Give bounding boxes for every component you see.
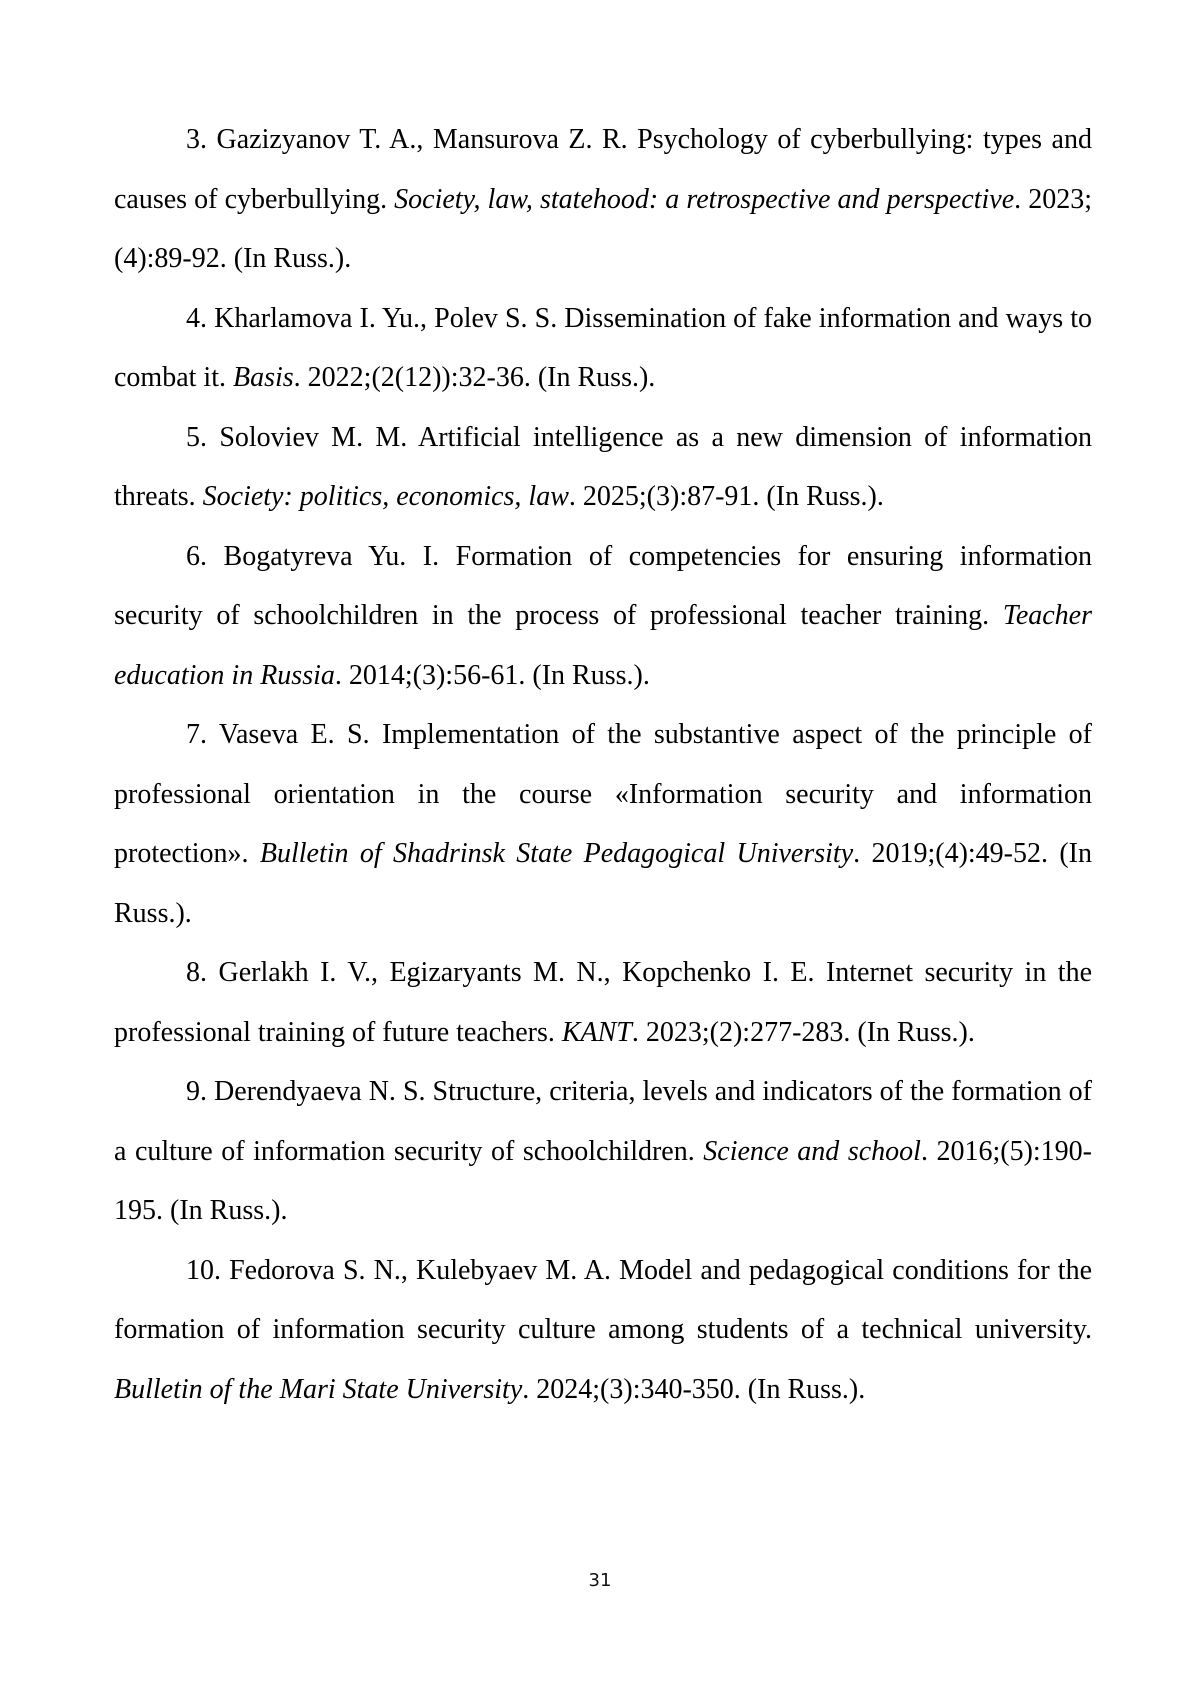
reference-number: 10. <box>186 1254 221 1286</box>
reference-authors-title: Gazizyanov T. A., Mansurova Z. R. Psychology of cyberbullying: types and causes of cyberbullying. <box>114 124 1092 215</box>
reference-authors-title: Kharlamova I. Yu., Polev S. S. Dissemination of fake information and ways to combat it. <box>114 302 1093 393</box>
reference-item-5 <box>114 408 1092 527</box>
reference-journal: Teacher education in Russia <box>114 600 1092 691</box>
reference-number: 3. <box>186 124 207 155</box>
reference-item-10 <box>114 1241 1092 1420</box>
reference-item-9 <box>114 1062 1092 1241</box>
reference-item-4 <box>114 289 1092 408</box>
reference-authors-title: Vaseva E. S. Implementation of the substantive aspect of the principle of professional orientation in the course «Information security and information protection». <box>114 719 1093 869</box>
reference-details: . 2014;(3):56-61. (In Russ.). <box>334 659 650 691</box>
reference-item-3 <box>114 110 1092 289</box>
reference-journal: Bulletin of the Mari State University <box>114 1373 523 1405</box>
reference-authors-title: Derendyaeva N. S. Structure, criteria, levels and indicators of the formation of a culture of information security of schoolchildren. <box>114 1076 1092 1167</box>
reference-details: . 2016;(5):190-195. (In Russ.). <box>114 1135 1093 1226</box>
reference-item-7 <box>114 705 1092 943</box>
document-page <box>114 110 1092 1419</box>
reference-list <box>114 110 1092 1419</box>
reference-authors-title: Gerlakh I. V., Egizaryants M. N., Kopchenko I. E. Internet security in the professional training of future teachers. <box>114 957 1093 1048</box>
reference-details: . 2025;(3):87-91. (In Russ.). <box>568 481 884 512</box>
reference-details: . 2019;(4):49-52. (In Russ.). <box>114 838 1092 929</box>
reference-number: 8. <box>186 957 207 988</box>
reference-number: 6. <box>186 540 207 572</box>
reference-number: 4. <box>186 302 207 334</box>
reference-number: 5. <box>186 421 207 453</box>
reference-journal: Society: politics, economics, law <box>202 481 569 512</box>
reference-journal: Bulletin of Shadrinsk State Pedagogical University <box>259 838 854 869</box>
reference-number: 7. <box>186 719 207 750</box>
reference-journal: Basis <box>232 362 294 393</box>
reference-authors-title: Bogatyreva Yu. I. Formation of competencies for ensuring information security of schoolchildren in the process of professional teacher training. <box>114 540 1093 631</box>
reference-details: . 2023;(4):89-92. (In Russ.). <box>114 183 1093 274</box>
reference-number: 9. <box>186 1076 207 1107</box>
reference-details: . 2024;(3):340-350. (In Russ.). <box>522 1373 866 1405</box>
reference-journal: Science and school <box>703 1135 921 1167</box>
reference-journal: KANT <box>561 1016 632 1048</box>
page-number: 31 <box>588 1570 612 1591</box>
reference-details: . 2022;(2(12)):32-36. (In Russ.). <box>293 362 656 393</box>
reference-item-6 <box>114 527 1092 706</box>
reference-authors-title: Soloviev M. M. Artificial intelligence as a new dimension of information threats. <box>114 421 1092 512</box>
reference-item-8 <box>114 943 1092 1062</box>
reference-journal: Society, law, statehood: a retrospective and perspective <box>394 183 1015 215</box>
reference-authors-title: Fedorova S. N., Kulebyaev M. A. Model and pedagogical conditions for the formation of information security culture among students of a technical university. <box>114 1254 1093 1345</box>
reference-details: . 2023;(2):277-283. (In Russ.). <box>631 1016 975 1048</box>
